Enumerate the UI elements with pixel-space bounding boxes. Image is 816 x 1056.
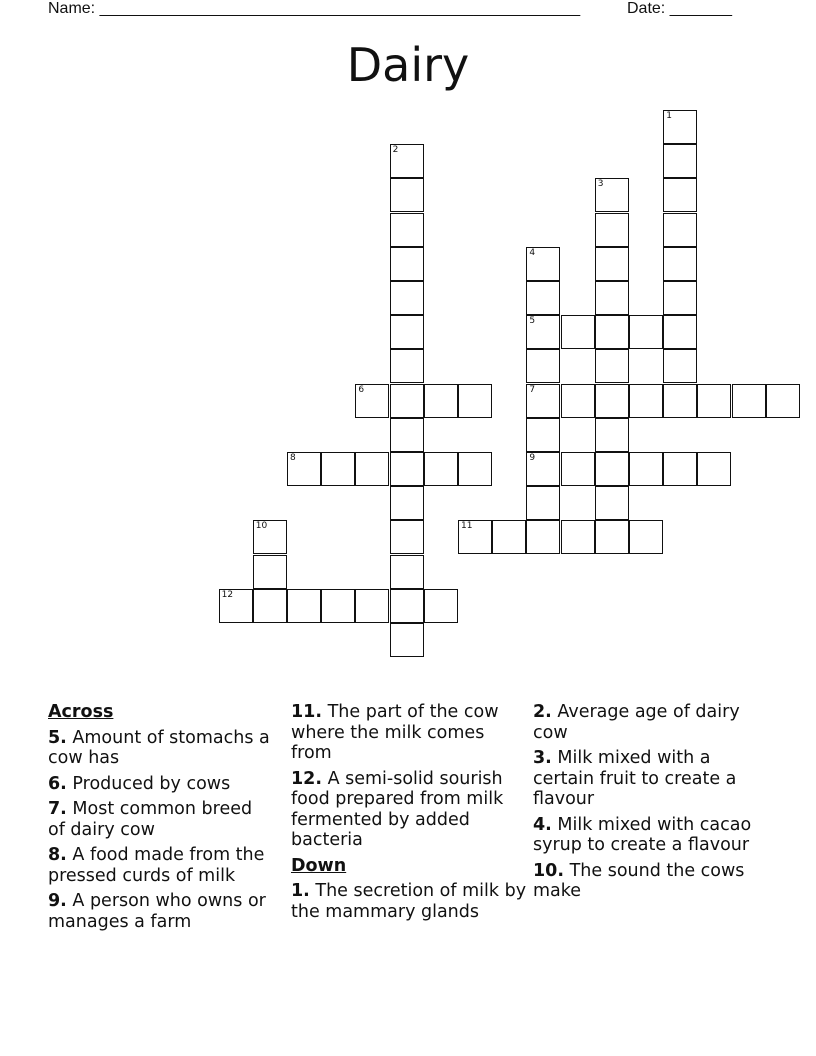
grid-cell[interactable] (458, 452, 492, 486)
grid-cell[interactable] (595, 213, 629, 247)
grid-cell[interactable] (697, 384, 731, 418)
cell-number: 7 (529, 384, 536, 395)
grid-cell[interactable] (321, 589, 355, 623)
clue-text: Milk mixed with a certain fruit to create a flavour (533, 748, 737, 809)
grid-cell[interactable] (663, 315, 697, 349)
clue-across-7 (48, 799, 273, 840)
clue-down-10 (533, 861, 773, 902)
clues-column-1 (48, 702, 273, 937)
clue-text: Amount of stomachs a cow has (48, 727, 270, 768)
name-label: Name: (48, 0, 96, 17)
cell-number: 5 (529, 316, 536, 327)
grid-cell[interactable] (390, 555, 424, 589)
grid-cell[interactable] (595, 281, 629, 315)
clue-down-2 (533, 702, 773, 743)
grid-cell[interactable] (663, 110, 697, 144)
cell-number: 2 (392, 145, 399, 156)
grid-cell[interactable] (526, 247, 560, 281)
clue-down-4 (533, 815, 773, 856)
grid-cell[interactable] (526, 418, 560, 452)
grid-cell[interactable] (526, 281, 560, 315)
grid-cell[interactable] (355, 452, 389, 486)
grid-cell[interactable] (595, 349, 629, 383)
grid-cell[interactable] (663, 384, 697, 418)
date-label: Date: (627, 0, 666, 17)
grid-cell[interactable] (663, 281, 697, 315)
grid-cell[interactable] (253, 555, 287, 589)
clue-number: 4. (533, 814, 552, 835)
clue-text: Produced by cows (72, 773, 231, 794)
grid-cell[interactable] (663, 144, 697, 178)
across-heading: Across (48, 702, 114, 722)
grid-cell[interactable] (595, 418, 629, 452)
cell-number: 1 (666, 111, 672, 121)
clue-number: 9. (48, 891, 67, 911)
grid-cell[interactable] (526, 452, 560, 486)
cell-number: 3 (597, 179, 604, 190)
grid-cell[interactable] (355, 384, 389, 418)
grid-cell[interactable] (390, 349, 424, 383)
grid-cell[interactable] (287, 589, 321, 623)
clue-number: 1. (291, 881, 310, 901)
grid-cell[interactable] (390, 520, 424, 554)
page-title: Dairy (346, 38, 470, 92)
grid-cell[interactable] (390, 213, 424, 247)
clue-number: 3. (533, 748, 552, 768)
grid-cell[interactable] (287, 452, 321, 486)
clue-down-3 (533, 748, 773, 810)
clue-down-1 (291, 881, 527, 922)
clue-text: Milk mixed with cacao syrup to create a flavour (533, 814, 752, 855)
grid-cell[interactable] (492, 520, 526, 554)
cell-number: 10 (255, 521, 268, 532)
grid-cell[interactable] (595, 452, 629, 486)
clue-number: 11. (291, 702, 323, 722)
grid-cell[interactable] (663, 349, 697, 383)
grid-cell[interactable] (629, 520, 663, 554)
clue-across-5 (48, 728, 273, 769)
grid-cell[interactable] (458, 384, 492, 418)
grid-cell[interactable] (390, 384, 424, 418)
grid-cell[interactable] (663, 178, 697, 212)
clues-column-2 (291, 702, 527, 927)
grid-cell[interactable] (424, 452, 458, 486)
grid-cell[interactable] (253, 520, 287, 554)
clue-across-9 (48, 891, 273, 932)
clue-across-12 (291, 769, 527, 851)
cell-number: 11 (461, 521, 473, 532)
grid-cell[interactable] (321, 452, 355, 486)
grid-cell[interactable] (561, 452, 595, 486)
clue-text: The sound the cows make (533, 860, 745, 901)
grid-cell[interactable] (595, 315, 629, 349)
clues-column-3 (533, 702, 773, 907)
down-heading: Down (291, 855, 347, 876)
clue-number: 12. (291, 768, 323, 789)
grid-cell[interactable] (663, 247, 697, 281)
grid-cell[interactable] (526, 384, 560, 418)
clue-number: 7. (48, 799, 67, 819)
grid-cell[interactable] (697, 452, 731, 486)
grid-cell[interactable] (595, 520, 629, 554)
clue-across-11 (291, 702, 527, 764)
grid-cell[interactable] (663, 452, 697, 486)
grid-cell[interactable] (253, 589, 287, 623)
clue-number: 6. (48, 773, 67, 794)
grid-cell[interactable] (390, 247, 424, 281)
grid-cell[interactable] (595, 178, 629, 212)
grid-cell[interactable] (390, 623, 424, 657)
grid-cell[interactable] (629, 452, 663, 486)
cell-number: 6 (358, 384, 365, 395)
grid-cell[interactable] (766, 384, 800, 418)
grid-cell[interactable] (390, 418, 424, 452)
grid-cell[interactable] (390, 486, 424, 520)
grid-cell[interactable] (526, 486, 560, 520)
grid-cell[interactable] (526, 520, 560, 554)
grid-cell[interactable] (595, 247, 629, 281)
grid-cell[interactable] (595, 384, 629, 418)
clue-number: 10. (533, 860, 565, 881)
grid-cell[interactable] (629, 315, 663, 349)
grid-cell[interactable] (526, 349, 560, 383)
clue-text: A person who owns or manages a farm (48, 891, 266, 932)
clue-number: 8. (48, 845, 67, 865)
clue-text: The part of the cow where the milk comes from (291, 702, 499, 763)
clue-text: A semi-solid sourish food prepared from milk fermented by added bacteria (291, 768, 504, 850)
cell-number: 9 (529, 453, 536, 463)
grid-cell[interactable] (390, 281, 424, 315)
clue-text: Average age of dairy cow (533, 702, 740, 743)
cell-number: 12 (221, 589, 234, 600)
grid-cell[interactable] (355, 589, 389, 623)
grid-cell[interactable] (219, 589, 253, 623)
date-blank[interactable]: _______ (669, 0, 732, 17)
cell-number: 8 (290, 453, 296, 463)
clue-across-8 (48, 845, 273, 886)
grid-cell[interactable] (561, 520, 595, 554)
clue-text: A food made from the pressed curds of milk (48, 845, 265, 886)
clue-number: 5. (48, 727, 67, 748)
clue-text: The secretion of milk by the mammary glands (291, 881, 527, 922)
grid-cell[interactable] (390, 178, 424, 212)
grid-cell[interactable] (424, 589, 458, 623)
grid-cell[interactable] (390, 144, 424, 178)
grid-cell[interactable] (424, 384, 458, 418)
clue-text: Most common breed of dairy cow (48, 799, 253, 840)
clue-across-6 (48, 774, 273, 795)
grid-cell[interactable] (458, 520, 492, 554)
grid-cell[interactable] (629, 384, 663, 418)
grid-cell[interactable] (390, 315, 424, 349)
grid-cell[interactable] (561, 315, 595, 349)
grid-cell[interactable] (526, 315, 560, 349)
grid-cell[interactable] (561, 384, 595, 418)
grid-cell[interactable] (663, 213, 697, 247)
grid-cell[interactable] (732, 384, 766, 418)
name-blank[interactable]: ______________________________________________________ (99, 0, 581, 17)
grid-cell[interactable] (390, 589, 424, 623)
grid-cell[interactable] (390, 452, 424, 486)
grid-cell[interactable] (595, 486, 629, 520)
cell-number: 4 (529, 247, 536, 258)
clue-number: 2. (533, 702, 552, 722)
